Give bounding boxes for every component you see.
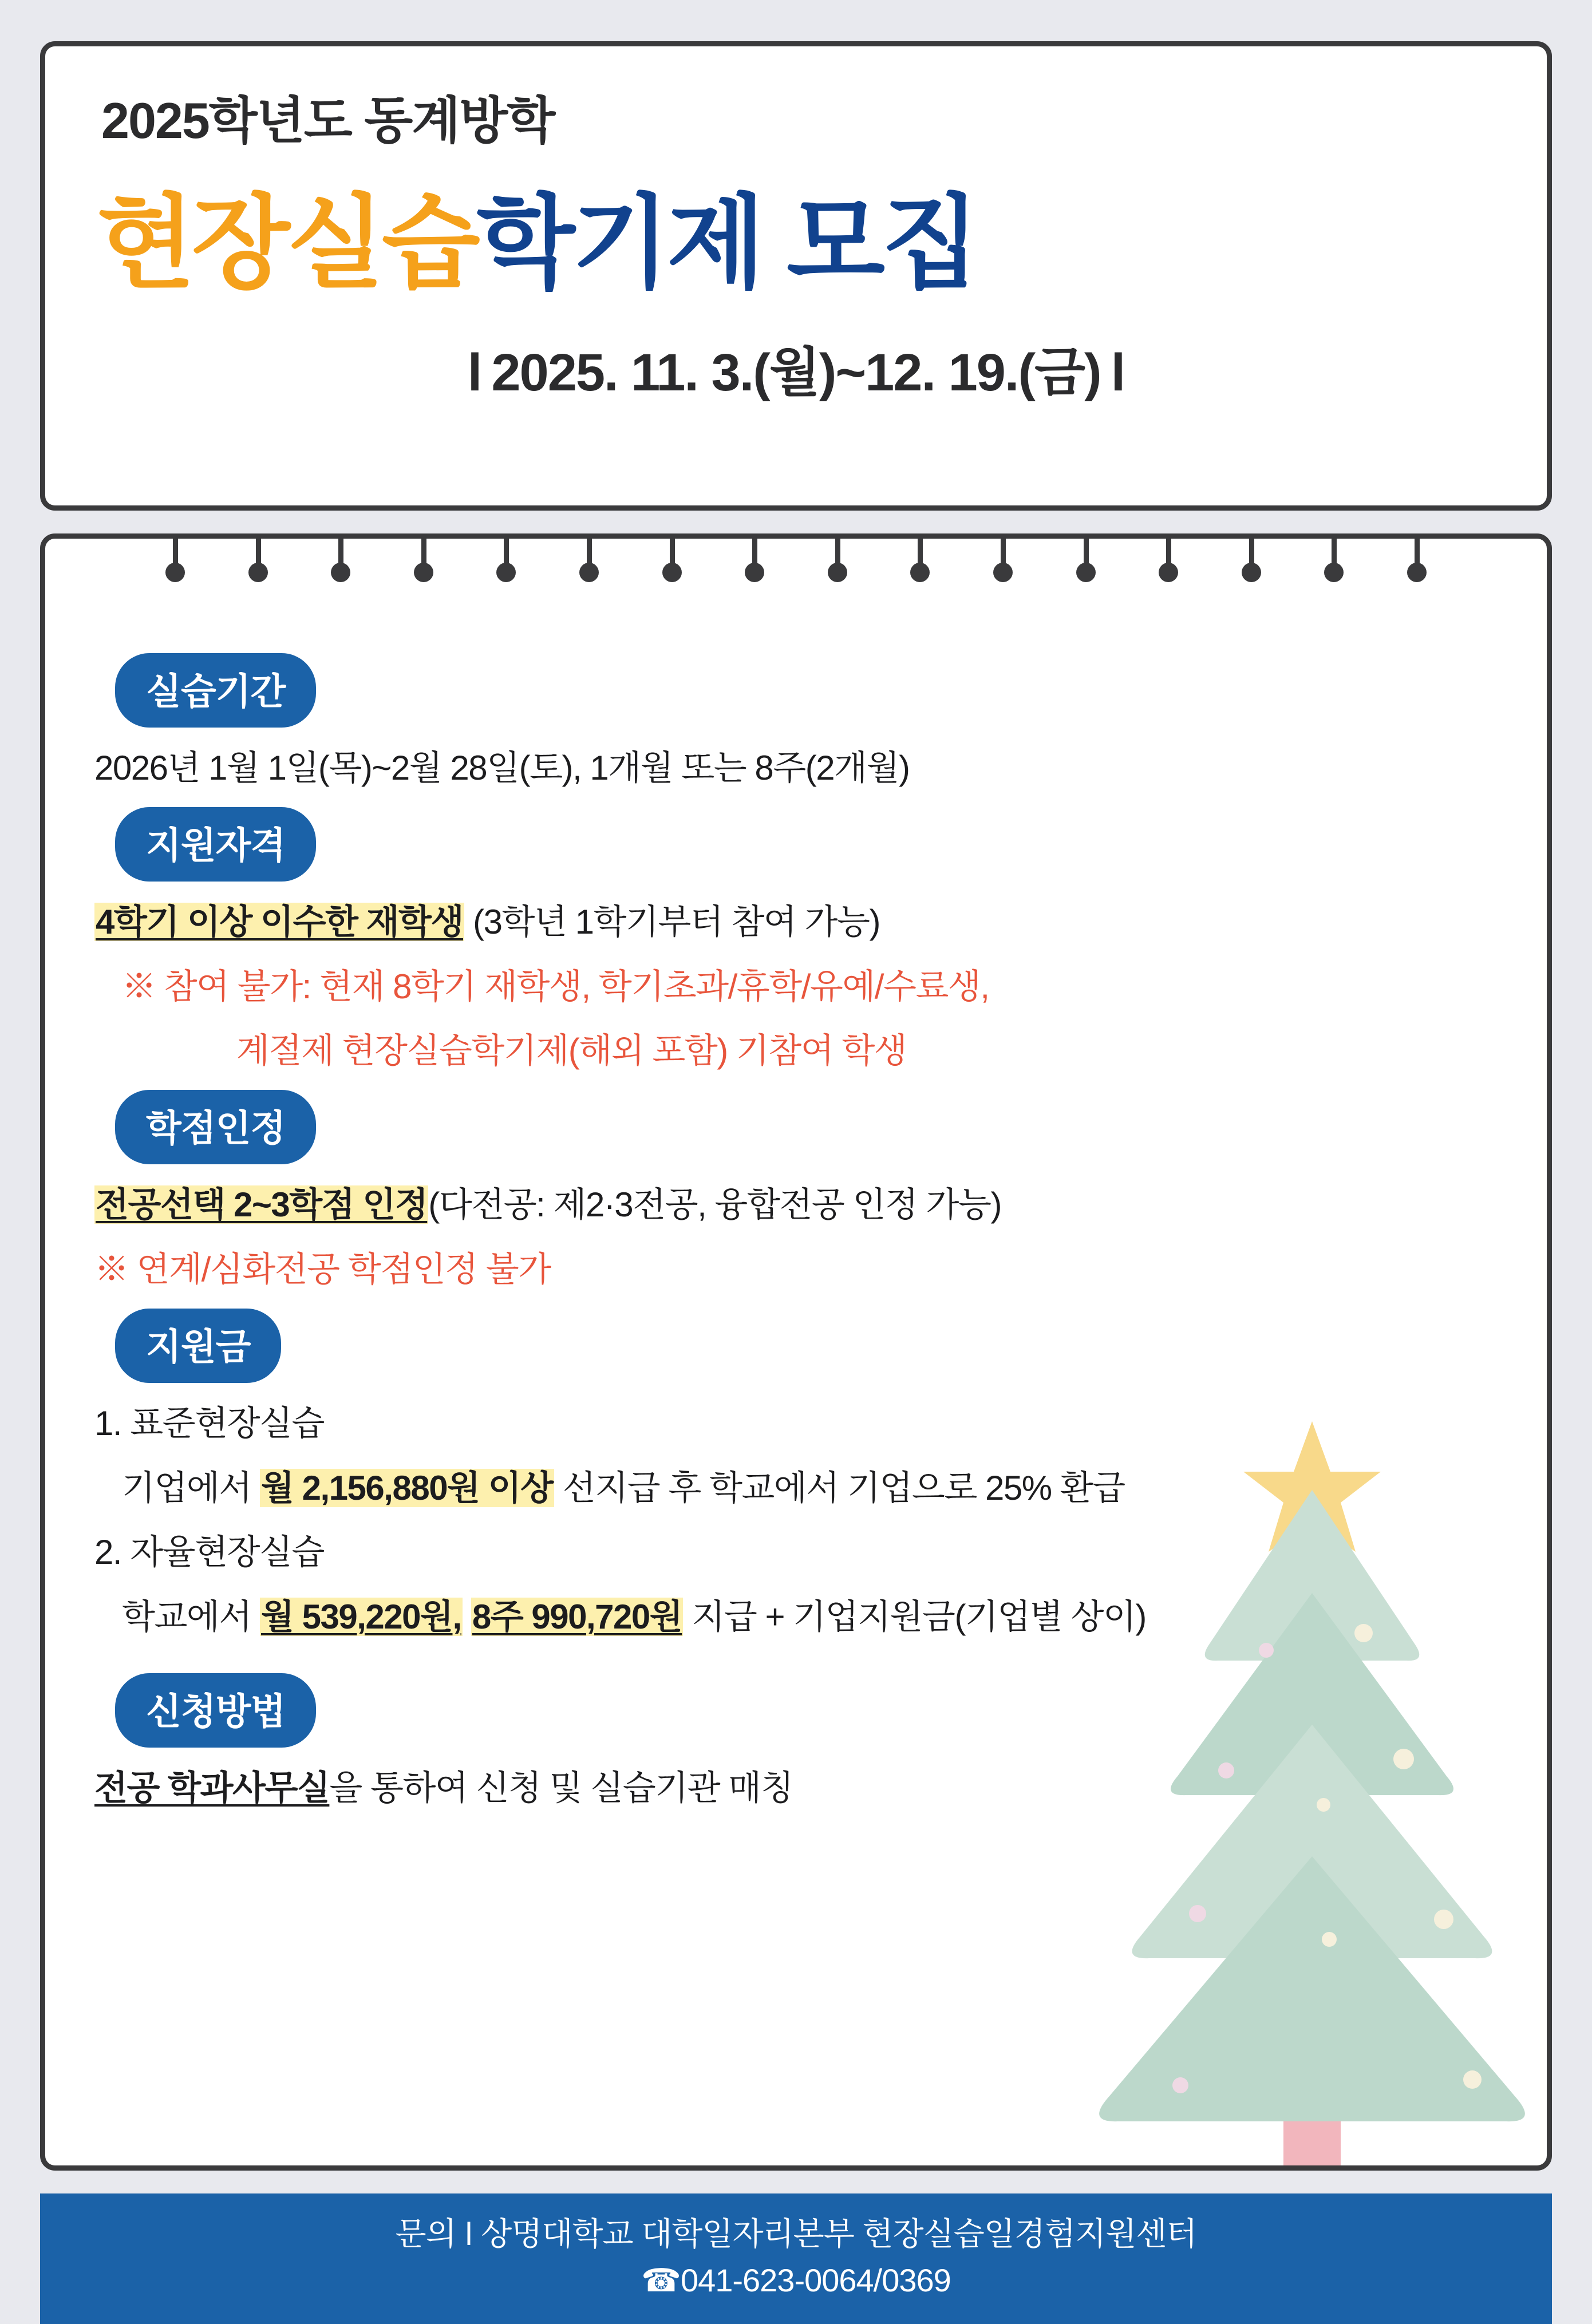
- section-label-period: 실습기간: [115, 653, 316, 728]
- funding-2-mid: [463, 1598, 471, 1636]
- footer-line-2: [40, 2257, 1552, 2303]
- header-subtitle: 2025학년도 동계방학: [101, 92, 555, 149]
- header-card: [40, 41, 1552, 511]
- footer-inquiry-label: 문의: [395, 2216, 456, 2252]
- footer-separator: l: [465, 2216, 472, 2252]
- footer-contact: [40, 2193, 1552, 2324]
- date-bar-left: l: [467, 343, 481, 402]
- section-label-apply: 신청방법: [115, 1673, 316, 1748]
- footer-phone: 041-623-0064/0369: [680, 2262, 951, 2299]
- funding-item-2-title: 2. 자율현장실습: [94, 1533, 324, 1572]
- title-part-navy: 학기제 모집: [476, 186, 977, 300]
- funding-1-post: 선지급 후 학교에서 기업으로 25% 환급: [554, 1468, 1125, 1507]
- credits-main: [94, 1181, 1498, 1229]
- funding-2-pre: 학교에서: [122, 1598, 260, 1637]
- page-title: [97, 161, 1512, 307]
- funding-1-amount: 월 2,156,880원 이상: [261, 1468, 553, 1507]
- eligibility-note-1: ※ 참여 불가: 현재 8학기 재학생, 학기초과/휴학/유예/수료생,: [122, 967, 989, 1006]
- apply-rest: 을 통하여 신청 및 실습기관 매칭: [329, 1768, 793, 1807]
- section-apply: [94, 1673, 1498, 1812]
- funding-2-amount-8weeks: 8주 990,720원: [472, 1598, 682, 1637]
- section-credits: [94, 1090, 1498, 1294]
- apply-highlight: 전공 학과사무실: [94, 1768, 330, 1807]
- section-eligibility: [94, 807, 1498, 1075]
- funding-2-amount-monthly: 월 539,220원,: [261, 1598, 461, 1637]
- section-label-eligibility: 지원자격: [115, 807, 316, 882]
- eligibility-rest: (3학년 1학기부터 참여 가능): [464, 902, 880, 941]
- section-funding: [94, 1309, 1498, 1641]
- eligibility-highlight: 4학기 이상 이수한 재학생: [96, 902, 463, 941]
- apply-main: [94, 1765, 1498, 1812]
- funding-item-2-detail: [122, 1594, 1498, 1641]
- funding-item-1-detail: [122, 1465, 1498, 1512]
- section-period: [94, 653, 1498, 792]
- eligibility-note-2: 계절제 현장실습학기제(해외 포함) 기참여 학생: [236, 1031, 907, 1070]
- eligibility-main: [94, 899, 1498, 946]
- header-dates: [80, 330, 1512, 406]
- funding-1-pre: 기업에서: [122, 1468, 260, 1507]
- funding-2-post: 지급 + 기업지원금(기업별 상이): [683, 1598, 1146, 1637]
- credits-highlight: 전공선택 2~3학점 인정: [96, 1185, 428, 1224]
- phone-icon: ☎: [641, 2262, 681, 2299]
- section-label-credits: 학점인정: [115, 1090, 316, 1164]
- period-text: 2026년 1월 1일(목)~2월 28일(토), 1개월 또는 8주(2개월): [94, 749, 910, 787]
- credits-rest: (다전공: 제2·3전공, 융합전공 인정 가능): [428, 1185, 1001, 1224]
- date-range: 2025. 11. 3.(월)~12. 19.(금): [491, 343, 1101, 402]
- body-card: [40, 533, 1552, 2171]
- poster-content: [45, 539, 1547, 1812]
- section-label-funding: 지원금: [115, 1309, 281, 1383]
- date-bar-right: l: [1111, 343, 1125, 402]
- footer-org: 상명대학교 대학일자리본부 현장실습일경험지원센터: [481, 2216, 1197, 2252]
- footer-line-1: [40, 2211, 1552, 2257]
- funding-item-1-title: 1. 표준현장실습: [94, 1404, 324, 1442]
- credits-note: ※ 연계/심화전공 학점인정 불가: [94, 1250, 551, 1289]
- title-part-orange: 현장실습: [97, 186, 477, 300]
